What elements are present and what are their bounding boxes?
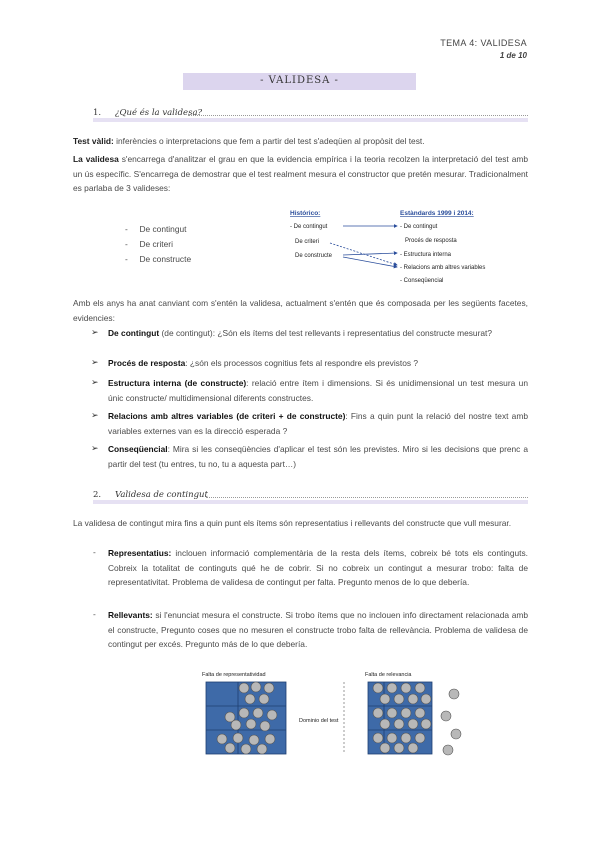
section-1-title: ¿Qué és la validesa? (115, 108, 203, 118)
diagram-left-item: - De contingut (290, 224, 328, 230)
header-topic: TEMA 4: VALIDESA (440, 38, 527, 48)
section-2-number: 2. (93, 490, 102, 500)
text-test-valid: inferències o interpretacions que fem a partir del test s'adeqüen al propòsit del test. (113, 136, 425, 146)
point-item (108, 546, 528, 590)
diagram-right-item: - De contingut (400, 224, 438, 230)
facet-term: Conseqüencial (108, 444, 168, 454)
figure-middle-label: Dominio del test (299, 718, 339, 724)
type-item: - De criteri (125, 239, 173, 249)
section-2-underline (206, 497, 528, 498)
section-1-band (93, 118, 528, 122)
dash-bullet: - (93, 547, 96, 557)
diagram-right-item: - Conseqüencial (400, 278, 444, 284)
point-text: inclouen informació complementària de la resta dels ítems, cobreix bé tots els continguts. Cobreix la totalitat de continguts qué he de cobrir. Si no cobreix un contingut a mesurar trobo: falta de representativitat. Problema de validesa de contingut per falta. Pregunto menos de lo que debería. (108, 548, 528, 588)
right-domain-grid (368, 682, 461, 755)
diagram-left-item: De constructe (295, 253, 333, 259)
section-1-heading (93, 108, 202, 118)
arrow-bullet-icon: ➢ (91, 443, 99, 453)
diagram-right-item: - Estructura interna (400, 252, 452, 258)
left-domain-grid (206, 682, 286, 754)
validity-history-diagram (285, 205, 515, 290)
title-banner (183, 73, 416, 90)
point-item (108, 608, 528, 652)
type-label: De constructe (139, 254, 192, 264)
text-validesa: s'encarrega d'analitzar el grau en que la evidencia empírica i la teoria recolzen la interpretació del test amb un ús específic. S'encarrega de demostrar que el test realment mesura el constructor que pretén mesurar. Tradicionalment es parlaba de 3 valideses: (73, 154, 528, 194)
figure-left-label: Falta de representatividad (202, 672, 266, 678)
facet-text: (de contingut): ¿Són els ítems del test rellevants i representatius del constructe mesurat? (159, 328, 493, 338)
facet-item (108, 409, 528, 438)
facet-term: Estructura interna (de constructe) (108, 378, 247, 388)
point-term: Representatius: (108, 548, 172, 558)
diagram-arrow (343, 253, 397, 255)
type-item: - De contingut (125, 224, 187, 234)
page-title: - VALIDESA - (260, 75, 339, 86)
page-number: 1 de 10 (499, 51, 527, 60)
section-1-underline (188, 115, 528, 116)
paragraph-facets-intro: Amb els anys ha anat canviant com s'entén la validesa, actualment s'entén que és composada per les següents facetes, evidencies: (73, 298, 528, 323)
facet-item (108, 326, 528, 341)
facet-text: : Fins a quin punt la relació del nostre text amb variables externes van es la direcció esperada ? (108, 411, 528, 436)
type-label: De criteri (139, 239, 173, 249)
facet-item (108, 356, 528, 371)
type-label: De contingut (139, 224, 187, 234)
point-term: Rellevants: (108, 610, 153, 620)
diagram-left-item: De criteri (295, 239, 320, 245)
section-2-title: Validesa de contingut (115, 490, 208, 500)
paragraph-content-validity: La validesa de contingut mira fins a quin punt els ítems són representatius i rellevants del constructe que vull mesurar. (73, 518, 512, 528)
arrow-bullet-icon: ➢ (91, 377, 99, 387)
arrow-bullet-icon: ➢ (91, 410, 99, 420)
diagram-right-item: - Relacions amb altres variables (400, 265, 486, 271)
point-text: si l'enunciat mesura el constructe. Si trobo ítems que no inclouen info directament relacionada amb el constructe, Pregunto coses que no mesuren el constructe trobo falta de rellevància. Problema de validesa de contingut per excés. Pregunto más de lo que debería. (108, 610, 528, 650)
facet-term: De contingut (108, 328, 160, 338)
facet-text: : Mira si les conseqüències d'aplicar el test són les previstes. Miro si les decisions que prenc a partir del test (tu entres, tu no, tu a aquesta part…) (108, 444, 528, 469)
facet-item (108, 376, 528, 405)
section-1-number: 1. (93, 108, 102, 118)
diagram-arrow (343, 257, 397, 267)
term-validesa: La validesa (73, 154, 119, 164)
facet-item (108, 442, 528, 471)
facet-term: Relacions amb altres variables (de criteri + de constructe) (108, 411, 346, 421)
facet-text: : ¿són els processos cognitius fets al respondre els previstos ? (185, 358, 419, 368)
section-2-band (93, 500, 528, 504)
diagram-right-item: Procés de resposta (405, 238, 457, 244)
paragraph-test-valid (73, 134, 528, 149)
dash-bullet: - (93, 609, 96, 619)
figure-right-label: Falta de relevancia (365, 672, 412, 678)
arrow-bullet-icon: ➢ (91, 327, 99, 337)
facet-text: : relació entre ítem i dimensions. Si és unidimensional un test mesura un únic constructe/ multidimensional diferents constructes. (108, 378, 528, 403)
arrow-bullet-icon: ➢ (91, 357, 99, 367)
section-2-heading (93, 490, 208, 500)
representativity-relevance-figure (198, 668, 473, 760)
facet-term: Procés de resposta (108, 358, 186, 368)
diagram-left-heading: Histórico: (290, 210, 321, 217)
type-item: - De constructe (125, 254, 192, 264)
diagram-right-heading: Estàndards 1999 i 2014: (400, 210, 474, 217)
term-test-valid: Test vàlid: (73, 136, 114, 146)
paragraph-validesa (73, 152, 528, 196)
